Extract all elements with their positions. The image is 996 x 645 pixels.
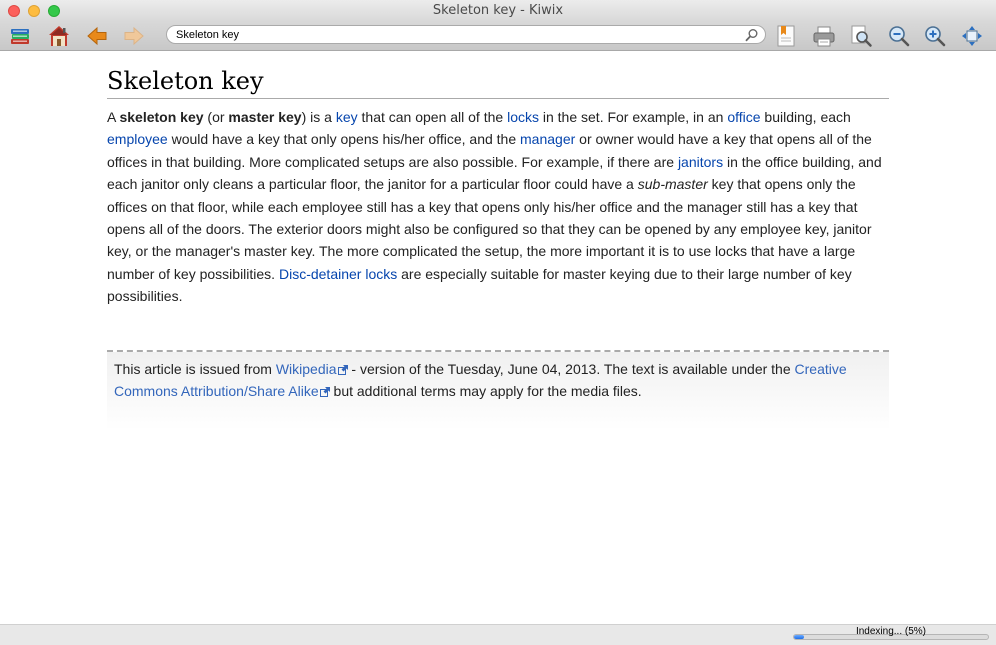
text: ) is a xyxy=(301,109,336,125)
article-paragraph xyxy=(107,106,889,308)
link-manager[interactable]: manager xyxy=(520,131,576,148)
external-link-icon xyxy=(320,387,330,397)
link-office[interactable]: office xyxy=(727,109,761,125)
find-in-page-icon[interactable] xyxy=(849,24,873,48)
text: (or xyxy=(203,109,229,125)
link-disc-detainer-locks[interactable]: Disc-detainer locks xyxy=(278,265,398,282)
text: but additional terms may apply for the media files. xyxy=(329,383,642,400)
link-janitors[interactable]: janitors xyxy=(677,153,724,170)
text: would have a key that only opens his/her office, and the xyxy=(167,131,521,148)
text: This article is issued from xyxy=(114,361,276,377)
toolbar xyxy=(0,22,996,51)
text: in the set. For example, in an xyxy=(538,109,728,125)
bookmark-icon[interactable] xyxy=(774,24,798,48)
search-input[interactable] xyxy=(176,27,736,42)
link-text: Creative Commons Attribution/Share Alike xyxy=(114,361,847,400)
forward-arrow-icon[interactable] xyxy=(122,24,146,48)
external-link-icon xyxy=(338,365,348,375)
text: key that opens only the offices on that floor, while each employee still has a key that opens only his/her office and the manager still has a key that opens all of the doors. The exterior doors might also be configured so that they can be opened by any employee key, janitor key, or the manager's master key. The more complicated the setup, the more important it is to use locks that have a large number of key possibilities. xyxy=(107,176,872,282)
fullscreen-icon[interactable] xyxy=(960,24,984,48)
license-text xyxy=(114,358,881,403)
back-arrow-icon[interactable] xyxy=(85,24,109,48)
link-key[interactable]: key xyxy=(335,109,358,125)
link-employee[interactable]: employee xyxy=(107,131,168,148)
link-wikipedia[interactable] xyxy=(276,361,348,377)
license-footer xyxy=(107,350,889,430)
minimize-window-button[interactable] xyxy=(28,5,40,17)
link-locks[interactable]: locks xyxy=(507,109,539,125)
close-window-button[interactable] xyxy=(8,5,20,17)
library-icon[interactable] xyxy=(8,24,32,48)
title-bar xyxy=(0,0,996,22)
text: are especially suitable for master keying due to their large number of key possibilities. xyxy=(107,265,852,305)
italic-term: sub-master xyxy=(637,176,708,193)
search-box xyxy=(166,25,766,44)
link-text: Wikipedia xyxy=(275,361,337,377)
text: in the office building, and each janitor only cleans a particular floor, the janitor for a particular floor could have a xyxy=(107,153,882,193)
text: that can open all of the xyxy=(357,109,508,125)
zoom-in-icon[interactable] xyxy=(923,24,947,48)
maximize-window-button[interactable] xyxy=(48,5,60,17)
status-bar xyxy=(0,624,996,645)
indexing-status-label: Indexing... (5%) xyxy=(855,626,927,637)
home-icon[interactable] xyxy=(47,24,71,48)
text: A xyxy=(107,109,120,125)
text: building, each xyxy=(760,109,851,125)
window-title: Skeleton key - Kiwix xyxy=(432,3,564,18)
article-content xyxy=(107,50,889,308)
text: or owner would have a key that opens all of the offices in that building. More complicated setups are also possible. For example, if there are xyxy=(107,131,872,170)
article-title: Skeleton key xyxy=(107,66,889,99)
zoom-out-icon[interactable] xyxy=(887,24,911,48)
print-icon[interactable] xyxy=(812,24,836,48)
search-icon[interactable] xyxy=(745,28,759,42)
text: - version of the Tuesday, June 04, 2013. The text is available under the xyxy=(347,361,795,377)
bold-term: skeleton key xyxy=(119,109,204,125)
bold-term: master key xyxy=(228,109,302,125)
